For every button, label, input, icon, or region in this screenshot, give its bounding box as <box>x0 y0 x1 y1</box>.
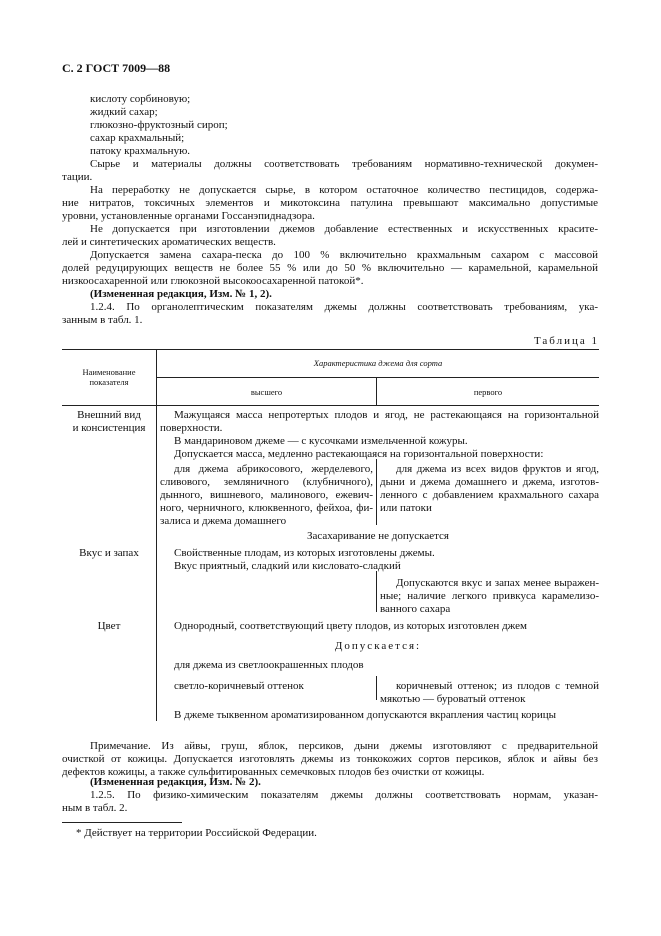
row-name-color: Цвет <box>97 620 121 632</box>
page-header: С. 2 ГОСТ 7009—88 <box>62 61 171 75</box>
appearance-line: Мажущаяся масса непротертых плодов и ягод, не растекающаяся на горизонтальной <box>174 409 599 421</box>
table-split-divider <box>376 459 377 525</box>
color-highest-line: светло-коричневый оттенок <box>174 680 304 692</box>
paragraph-line: Не допускается при изготовлении джемов добавление естественных и искусственных красите- <box>90 223 598 235</box>
row-name-taste: Вкус и запах <box>79 547 139 559</box>
paragraph-line: Допускается замена сахара-песка до 100 % включительно крахмальным сахаром с массовой <box>90 249 598 261</box>
appearance-highest-line: залиса и джема домашнего <box>160 515 287 527</box>
table-top-border <box>62 349 599 350</box>
paragraph-line: 1.2.4. По органолептическим показателям джемы должны соответствовать требованиям, ука- <box>90 301 598 313</box>
taste-first-line: ванного сахара <box>380 603 451 615</box>
taste-line: Свойственные плодам, из которых изготовлены джемы. <box>174 547 435 559</box>
table-header-divider <box>156 377 599 378</box>
allowed-label: Допускается: <box>334 640 422 652</box>
table-split-divider <box>376 571 377 612</box>
taste-first-line: ные; наличие легкого привкуса карамелизо- <box>380 590 599 602</box>
list-item: жидкий сахар; <box>90 106 158 118</box>
paragraph-line: тации. <box>62 171 93 183</box>
revision-note: (Измененная редакция, Изм. № 2). <box>90 776 261 788</box>
table-header-characteristic: Характеристика джема для сорта <box>313 358 443 368</box>
paragraph-line: низкоосахаренной или глюкозной высокоосахаренной патокой*. <box>62 275 364 287</box>
row-name-line: Внешний вид <box>77 409 141 421</box>
appearance-highest-line: сливового, земляничного (клубничного), <box>160 476 373 488</box>
appearance-line: поверхности. <box>160 422 223 434</box>
color-first-line: коричневый оттенок; из плодов с темной <box>396 680 599 692</box>
color-first-line: мякотью — буроватый оттенок <box>380 693 526 705</box>
taste-first-line: Допускаются вкус и запах менее выражен- <box>396 577 599 589</box>
appearance-highest-line: ного, черничного, клюквенного, фейхоа, фи- <box>160 502 373 514</box>
appearance-highest-line: дынного, вишневого, малинового, ежевич- <box>160 489 373 501</box>
note-line: дефектов кожицы, а также сульфитированных семечковых плодов без очистки от кожицы. <box>62 766 485 778</box>
paragraph-line: ние нитратов, токсичных элементов и микотоксина патулина превышают максимально допустимые <box>62 197 598 209</box>
taste-line: Вкус приятный, сладкий или кисловато-сладкий <box>174 560 401 572</box>
list-item: кислоту сорбиновую; <box>90 93 191 105</box>
row-name-appearance <box>62 409 156 435</box>
note-line: Примечание. Из айвы, груш, яблок, персиков, дыни джемы изготовляют с предварительной <box>90 740 598 752</box>
appearance-line: Допускается масса, медленно растекающаяся на горизонтальной поверхности: <box>174 448 544 460</box>
table-split-divider <box>376 676 377 700</box>
footnote: * Действует на территории Российской Федерации. <box>76 827 317 839</box>
revision-note: (Измененная редакция, Изм. № 1, 2). <box>90 288 272 300</box>
paragraph-line: ным в табл. 2. <box>62 802 128 814</box>
list-item: сахар крахмальный; <box>90 132 185 144</box>
table-header-first: первого <box>473 387 503 397</box>
appearance-line: В мандариновом джеме — с кусочками измельченной кожуры. <box>174 435 468 447</box>
appearance-first-line: или патоки <box>380 502 432 514</box>
pumpkin-line: В джеме тыквенном ароматизированном допускаются вкрапления частиц корицы <box>174 709 557 721</box>
list-item: патоку крахмальную. <box>90 145 191 157</box>
row-name-line: и консистенция <box>72 422 146 434</box>
paragraph-line: долей редуцирующих веществ не более 55 % или до 50 % включительно — карамельной, карамельной <box>62 262 598 274</box>
paragraph-line: уровни, установленные органами Госсанэпиднадзора. <box>62 210 315 222</box>
paragraph-line: 1.2.5. По физико-химическим показателям джемы должны соответствовать нормам, указан- <box>90 789 598 801</box>
header-line: Наименование <box>82 367 136 377</box>
paragraph-line: На переработку не допускается сырье, в котором остаточное количество пестицидов, содержа- <box>90 184 598 196</box>
list-item: глюкозно-фруктозный сироп; <box>90 119 228 131</box>
appearance-first-line: дыни и джема домашнего и джема, изготов- <box>380 476 599 488</box>
appearance-highest-line: для джема абрикосового, жерделевого, <box>174 463 373 475</box>
color-line: Однородный, соответствующий цвету плодов, из которых изготовлен джем <box>174 620 527 632</box>
appearance-first-line: ленного с добавлением крахмального сахара <box>380 489 599 501</box>
table-caption: Таблица 1 <box>533 335 599 347</box>
header-line: показателя <box>89 377 129 387</box>
paragraph-line: Сырье и материалы должны соответствовать требованиям нормативно-технической докумен- <box>90 158 598 170</box>
paragraph-line: занным в табл. 1. <box>62 314 143 326</box>
color-light-line: для джема из светлоокрашенных плодов <box>174 659 364 671</box>
note-line: очисткой от кожицы. Допускается изготовлять джемы из тонкокожих сортов персиков, яблок и айвы без <box>62 753 598 765</box>
table-header-indicator <box>62 367 156 387</box>
table-header-highest: высшего <box>250 387 283 397</box>
sugaring-note: Засахаривание не допускается <box>307 530 449 542</box>
paragraph-line: лей и синтетических ароматических веществ. <box>62 236 276 248</box>
table-header-bottom-border <box>62 405 599 406</box>
footnote-rule <box>62 822 182 823</box>
appearance-first-line: для джема из всех видов фруктов и ягод, <box>396 463 599 475</box>
